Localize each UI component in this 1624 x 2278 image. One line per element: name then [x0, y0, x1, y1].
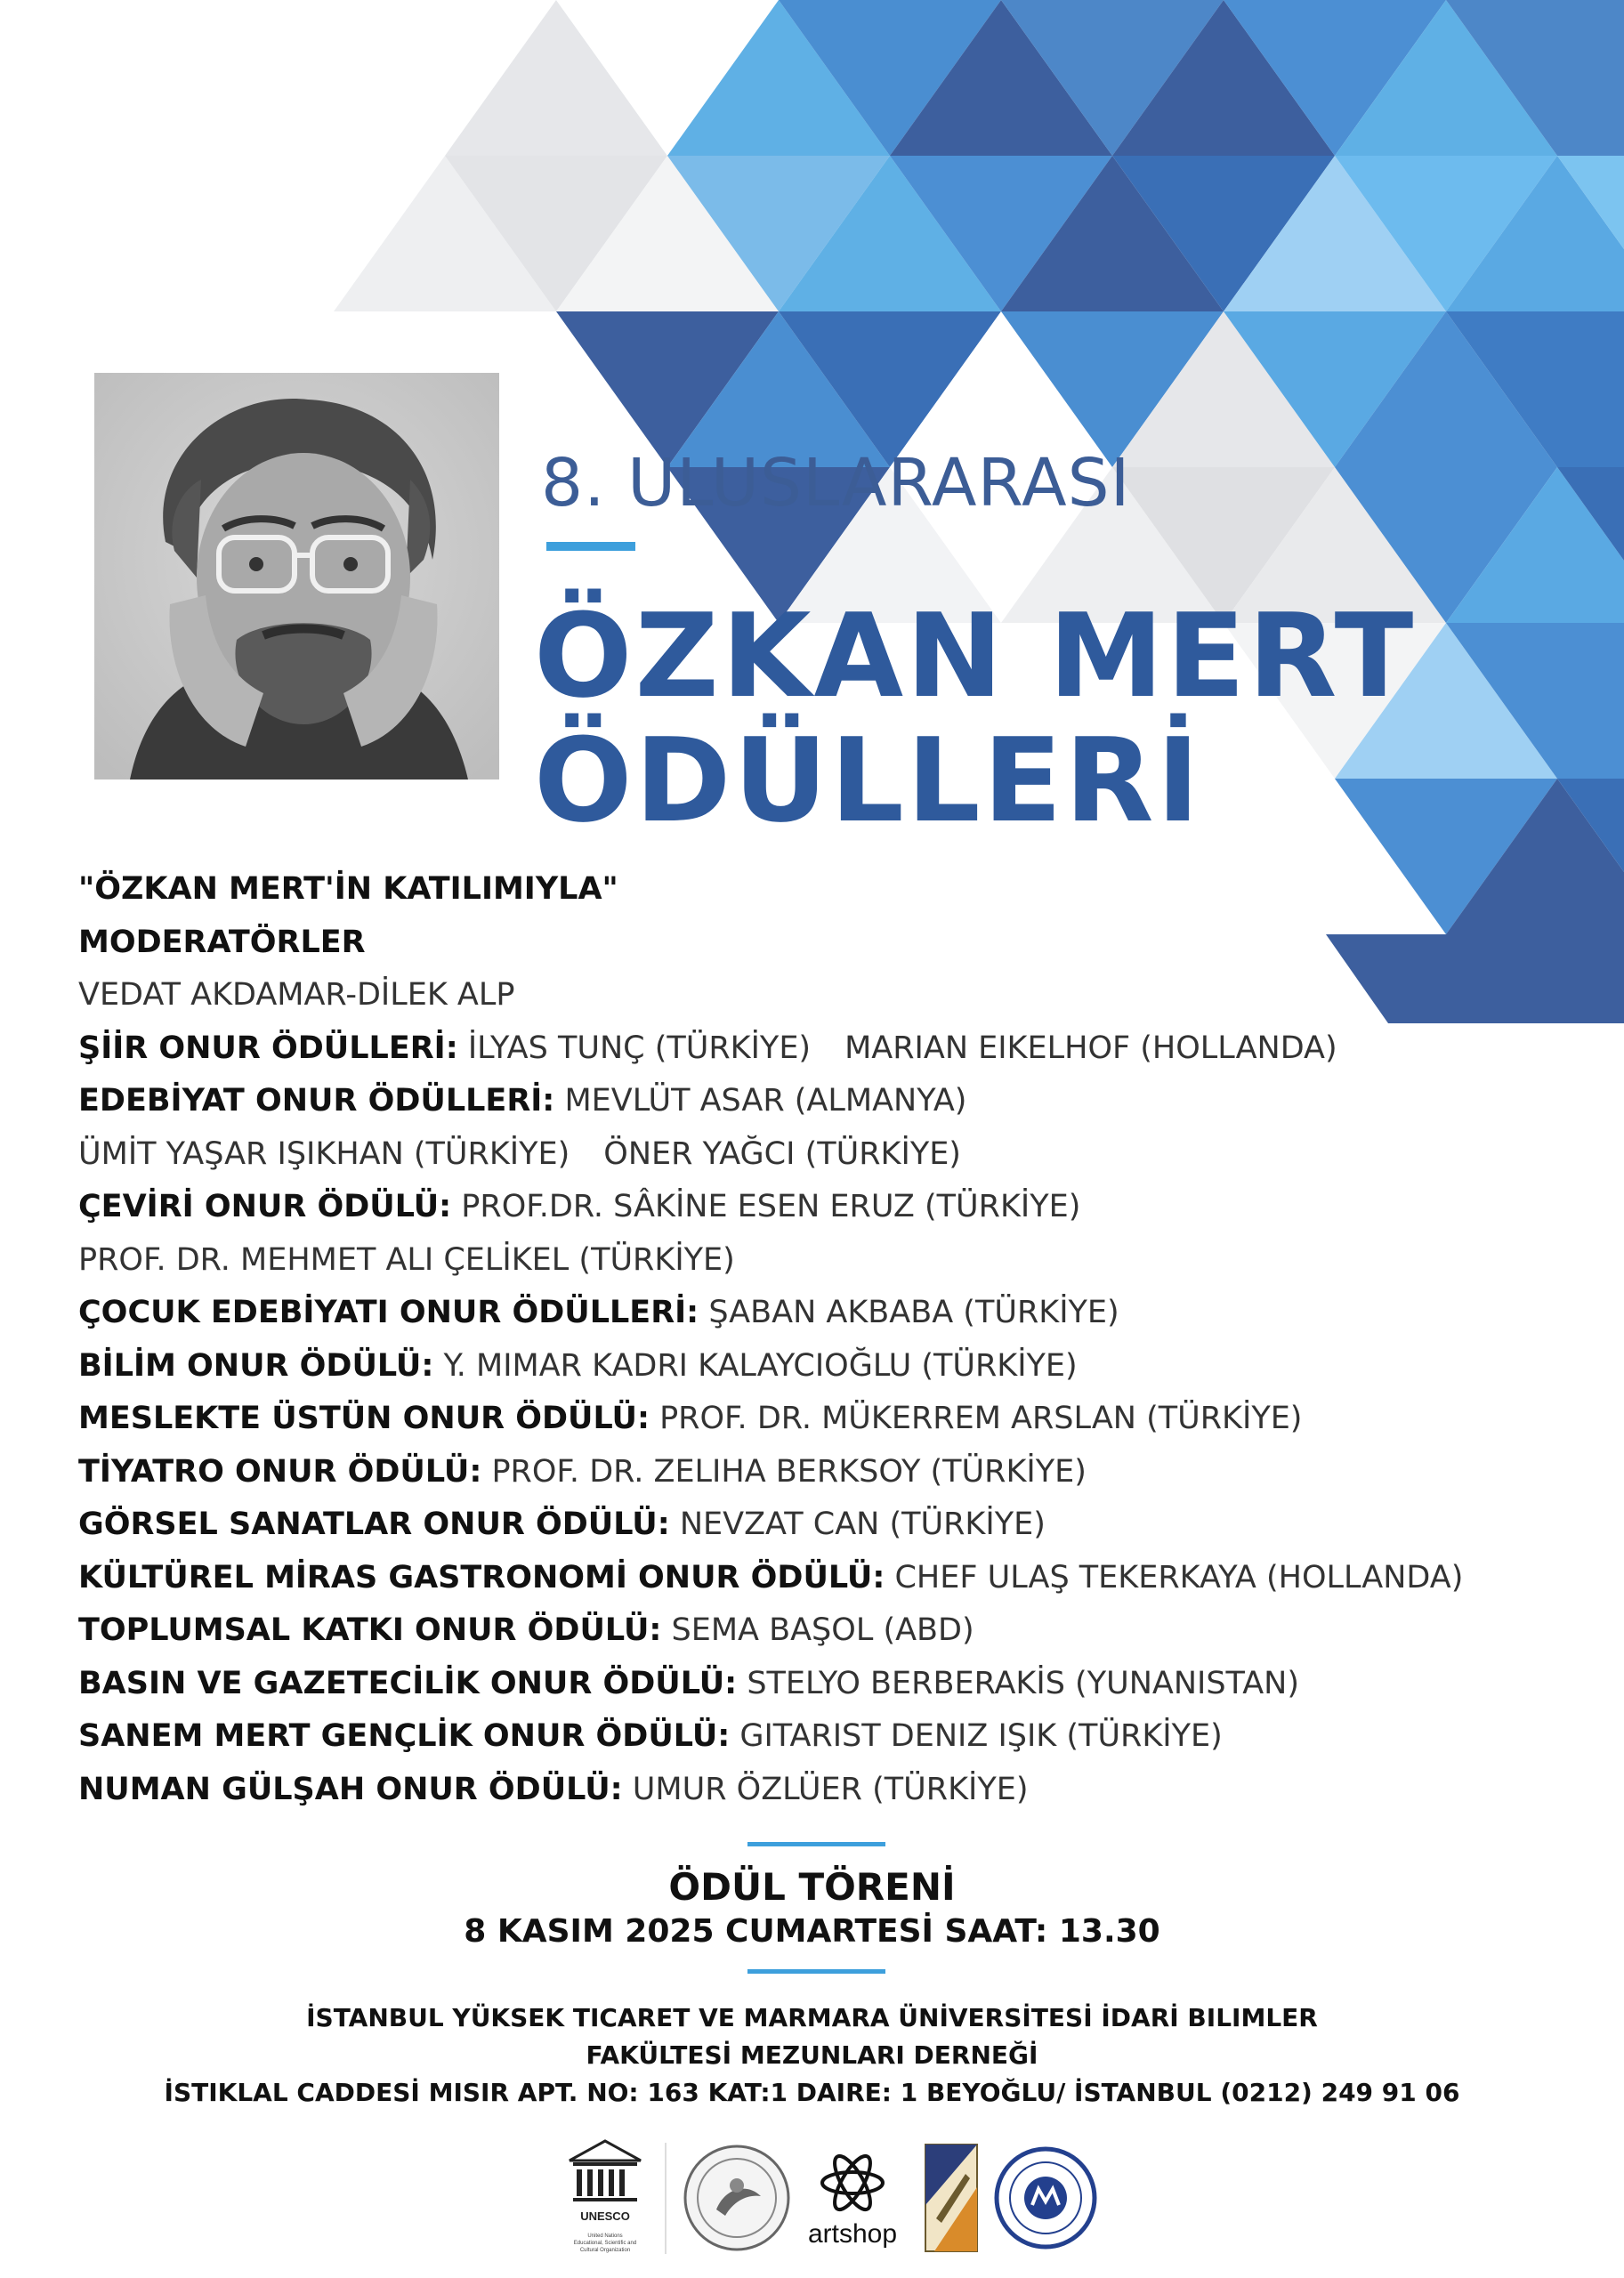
- award-recipient: GITARIST DENIZ IŞIK (TÜRKİYE): [730, 1718, 1223, 1754]
- award-recipient: STELYO BERBERAKİS (YUNANISTAN): [737, 1665, 1299, 1701]
- moderators-line: [78, 969, 1466, 1022]
- award-recipient: Y. MIMAR KADRI KALAYCIOĞLU (TÜRKİYE): [433, 1347, 1078, 1384]
- award-recipient: MARIAN EIKELHOF (HOLLANDA): [844, 1030, 1337, 1066]
- award-label: MESLEKTE ÜSTÜN ONUR ÖDÜLÜ:: [78, 1401, 650, 1436]
- ytu-crest: [925, 2145, 977, 2251]
- award-row: [78, 1710, 1466, 1764]
- award-row: [78, 1658, 1466, 1711]
- award-row: [78, 1234, 1466, 1288]
- award-row: [78, 1604, 1466, 1658]
- address-line-1: İSTANBUL YÜKSEK TICARET VE MARMARA ÜNİVERSİTESİ İDARİ BILIMLER: [306, 2003, 1318, 2032]
- award-row: [78, 1181, 1466, 1234]
- award-recipient: PROF. DR. MEHMET ALI ÇELİKEL (TÜRKİYE): [78, 1241, 735, 1278]
- award-recipient: PROF.DR. SÂKİNE ESEN ERUZ (TÜRKİYE): [451, 1189, 1081, 1224]
- ceremony-bottom-divider: [747, 1969, 885, 1974]
- svg-text:artshop: artshop: [807, 2219, 898, 2249]
- award-recipient: UMUR ÖZLÜER (TÜRKİYE): [622, 1771, 1029, 1807]
- marmara-university-seal: [997, 2149, 1095, 2247]
- award-row: [78, 1552, 1466, 1605]
- award-label: ÇOCUK EDEBİYATI ONUR ÖDÜLLERİ:: [78, 1295, 699, 1330]
- award-row: [78, 1446, 1466, 1499]
- moderators-names: VEDAT AKDAMAR-DİLEK ALP: [78, 977, 515, 1013]
- award-label: TİYATRO ONUR ÖDÜLÜ:: [78, 1453, 482, 1490]
- award-label: NUMAN GÜLŞAH ONUR ÖDÜLÜ:: [78, 1771, 623, 1807]
- participation-line: [78, 863, 1466, 917]
- sponsor-logos: [552, 2134, 1103, 2260]
- svg-text:Educational, Scientific and: Educational, Scientific and: [573, 2241, 637, 2246]
- award-recipient: ÜMİT YAŞAR IŞIKHAN (TÜRKİYE): [78, 1135, 570, 1172]
- ceremony-title: ÖDÜL TÖRENİ: [668, 1865, 956, 1909]
- ceremony-datetime: 8 KASIM 2025 CUMARTESİ SAAT: 13.30: [464, 1913, 1160, 1950]
- award-row: [78, 1287, 1466, 1340]
- award-label: SANEM MERT GENÇLİK ONUR ÖDÜLÜ:: [78, 1718, 731, 1754]
- portrait-photo: [94, 373, 499, 780]
- award-recipient: NEVZAT CAN (TÜRKİYE): [669, 1507, 1046, 1542]
- unesco-logo: [570, 2141, 641, 2253]
- award-row: [78, 1764, 1466, 1817]
- award-recipient: İLYAS TUNÇ (TÜRKİYE): [457, 1030, 812, 1066]
- award-recipient: ŞABAN AKBABA (TÜRKİYE): [699, 1295, 1119, 1330]
- award-recipient: ÖNER YAĞCI (TÜRKİYE): [603, 1135, 961, 1172]
- award-row: [78, 1498, 1466, 1552]
- award-title-line-1: ÖZKAN MERT: [534, 588, 1417, 723]
- award-recipient: CHEF ULAŞ TEKERKAYA (HOLLANDA): [885, 1559, 1464, 1595]
- svg-text:Cultural Organization: Cultural Organization: [579, 2248, 631, 2253]
- award-label: BİLİM ONUR ÖDÜLÜ:: [78, 1347, 434, 1384]
- awards-list: [78, 863, 1466, 1816]
- award-label: ŞİİR ONUR ÖDÜLLERİ:: [78, 1030, 458, 1066]
- participation-text: "ÖZKAN MERT'İN KATILIMIYLA": [78, 871, 618, 907]
- award-recipient: PROF. DR. MÜKERREM ARSLAN (TÜRKİYE): [649, 1401, 1303, 1436]
- edition-title: 8. ULUSLARARASI: [541, 445, 1131, 521]
- address-line-2: FAKÜLTESİ MEZUNLARI DERNEĞİ: [586, 2040, 1038, 2070]
- svg-text:UNESCO: UNESCO: [580, 2209, 630, 2223]
- moderators-heading-line: [78, 917, 1466, 970]
- svg-text:United Nations: United Nations: [587, 2234, 623, 2239]
- award-label: ÇEVİRİ ONUR ÖDÜLÜ:: [78, 1189, 452, 1224]
- award-recipient: MEVLÜT ASAR (ALMANYA): [554, 1083, 967, 1119]
- award-label: EDEBİYAT ONUR ÖDÜLLERİ:: [78, 1083, 555, 1119]
- award-row: [78, 1393, 1466, 1446]
- title-divider: [546, 542, 635, 551]
- award-recipient: PROF. DR. ZELIHA BERKSOY (TÜRKİYE): [481, 1453, 1087, 1490]
- artshop-logo: [808, 2152, 897, 2249]
- award-recipient: SEMA BAŞOL (ABD): [661, 1612, 974, 1648]
- award-row: [78, 1340, 1466, 1393]
- moderators-heading: MODERATÖRLER: [78, 924, 366, 960]
- award-label: KÜLTÜREL MİRAS GASTRONOMİ ONUR ÖDÜLÜ:: [78, 1559, 885, 1595]
- award-row: [78, 1075, 1466, 1128]
- ozkan-mert-award-seal: [685, 2146, 788, 2250]
- ceremony-top-divider: [747, 1842, 885, 1846]
- address-line-3: İSTIKLAL CADDESİ MISIR APT. NO: 163 KAT:1 DAIRE: 1 BEYOĞLU/ İSTANBUL (0212) 249 91 06: [164, 2078, 1460, 2107]
- award-label: GÖRSEL SANATLAR ONUR ÖDÜLÜ:: [78, 1507, 670, 1542]
- award-row: [78, 1022, 1466, 1076]
- award-title-line-2: ÖDÜLLERİ: [534, 713, 1202, 848]
- award-label: BASIN VE GAZETECİLİK ONUR ÖDÜLÜ:: [78, 1665, 738, 1701]
- award-row: [78, 1128, 1466, 1182]
- award-label: TOPLUMSAL KATKI ONUR ÖDÜLÜ:: [78, 1612, 662, 1648]
